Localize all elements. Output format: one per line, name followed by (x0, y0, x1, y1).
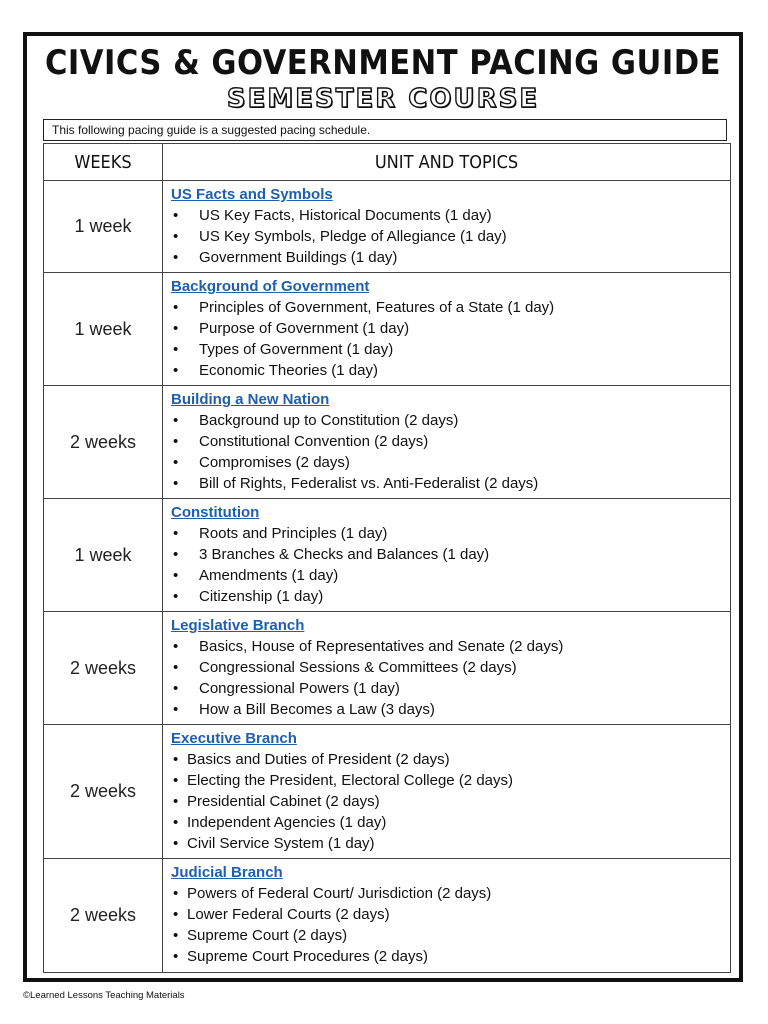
topic-item: • Amendments (1 day) (171, 565, 722, 586)
unit-title-link[interactable]: Background of Government (171, 278, 370, 295)
topic-item: • Purpose of Government (1 day) (171, 318, 722, 339)
topic-item: • Economic Theories (1 day) (171, 360, 722, 381)
header-topics: UNIT AND TOPICS (163, 144, 731, 181)
topic-item: • Background up to Constitution (2 days) (171, 410, 722, 431)
topic-item: • Supreme Court (2 days) (171, 925, 722, 946)
table-row (44, 181, 731, 273)
copyright-footer: ©Learned Lessons Teaching Materials (23, 990, 185, 1001)
topic-item: • Citizenship (1 day) (171, 586, 722, 607)
topic-item: • Presidential Cabinet (2 days) (171, 791, 722, 812)
topics-cell (163, 181, 731, 273)
topic-item: • Constitutional Convention (2 days) (171, 431, 722, 452)
unit-title-link[interactable]: US Facts and Symbols (171, 186, 333, 203)
topic-item: • Electing the President, Electoral College (2 days) (171, 770, 722, 791)
unit-title-link[interactable]: Legislative Branch (171, 617, 305, 634)
topic-item: • Government Buildings (1 day) (171, 247, 722, 268)
topic-list (171, 410, 722, 494)
topic-item: • Basics and Duties of President (2 days) (171, 749, 722, 770)
topics-cell (163, 386, 731, 499)
table-row (44, 273, 731, 386)
unit-title-link[interactable]: Constitution (171, 504, 260, 521)
topics-cell (163, 612, 731, 725)
topic-item: • Congressional Sessions & Committees (2 days) (171, 657, 722, 678)
weeks-cell: 2 weeks (44, 386, 163, 499)
topic-item: • Independent Agencies (1 day) (171, 812, 722, 833)
table-row (44, 725, 731, 859)
topic-item: • Congressional Powers (1 day) (171, 678, 722, 699)
unit-title-link[interactable]: Building a New Nation (171, 391, 330, 408)
topics-cell (163, 725, 731, 859)
topic-item: • Civil Service System (1 day) (171, 833, 722, 854)
weeks-cell: 2 weeks (44, 612, 163, 725)
topic-list (171, 636, 722, 720)
table-header-row (44, 144, 731, 181)
topics-cell (163, 499, 731, 612)
topic-item: • How a Bill Becomes a Law (3 days) (171, 699, 722, 720)
pacing-table (43, 143, 731, 973)
topic-list (171, 297, 722, 381)
topic-item: • Powers of Federal Court/ Jurisdiction (2 days) (171, 883, 722, 904)
table-row (44, 386, 731, 499)
topic-list (171, 523, 722, 607)
unit-title-link[interactable]: Judicial Branch (171, 864, 283, 881)
topics-cell (163, 273, 731, 386)
header-weeks: WEEKS (44, 144, 163, 181)
topic-item: • Bill of Rights, Federalist vs. Anti-Federalist (2 days) (171, 473, 722, 494)
weeks-cell: 1 week (44, 181, 163, 273)
table-row (44, 612, 731, 725)
topic-list (171, 205, 722, 268)
topic-item: • US Key Symbols, Pledge of Allegiance (1 day) (171, 226, 722, 247)
weeks-cell: 2 weeks (44, 859, 163, 973)
topic-item: • 3 Branches & Checks and Balances (1 day) (171, 544, 722, 565)
weeks-cell: 1 week (44, 499, 163, 612)
topic-list (171, 749, 722, 854)
weeks-cell: 2 weeks (44, 725, 163, 859)
topic-item: • US Key Facts, Historical Documents (1 day) (171, 205, 722, 226)
weeks-cell: 1 week (44, 273, 163, 386)
topic-item: • Lower Federal Courts (2 days) (171, 904, 722, 925)
topic-item: • Roots and Principles (1 day) (171, 523, 722, 544)
topic-item: • Supreme Court Procedures (2 days) (171, 946, 722, 967)
page-subtitle: SEMESTER COURSE (226, 84, 540, 114)
table-row (44, 859, 731, 973)
topic-item: • Compromises (2 days) (171, 452, 722, 473)
topic-item: • Basics, House of Representatives and Senate (2 days) (171, 636, 722, 657)
topic-item: • Types of Government (1 day) (171, 339, 722, 360)
unit-title-link[interactable]: Executive Branch (171, 730, 297, 747)
topic-list (171, 883, 722, 967)
table-row (44, 499, 731, 612)
topics-cell (163, 859, 731, 973)
page-frame (23, 32, 743, 982)
topic-item: • Principles of Government, Features of a State (1 day) (171, 297, 722, 318)
intro-note: This following pacing guide is a suggested pacing schedule. (43, 119, 727, 141)
page-title: CIVICS & GOVERNMENT PACING GUIDE (44, 43, 722, 83)
